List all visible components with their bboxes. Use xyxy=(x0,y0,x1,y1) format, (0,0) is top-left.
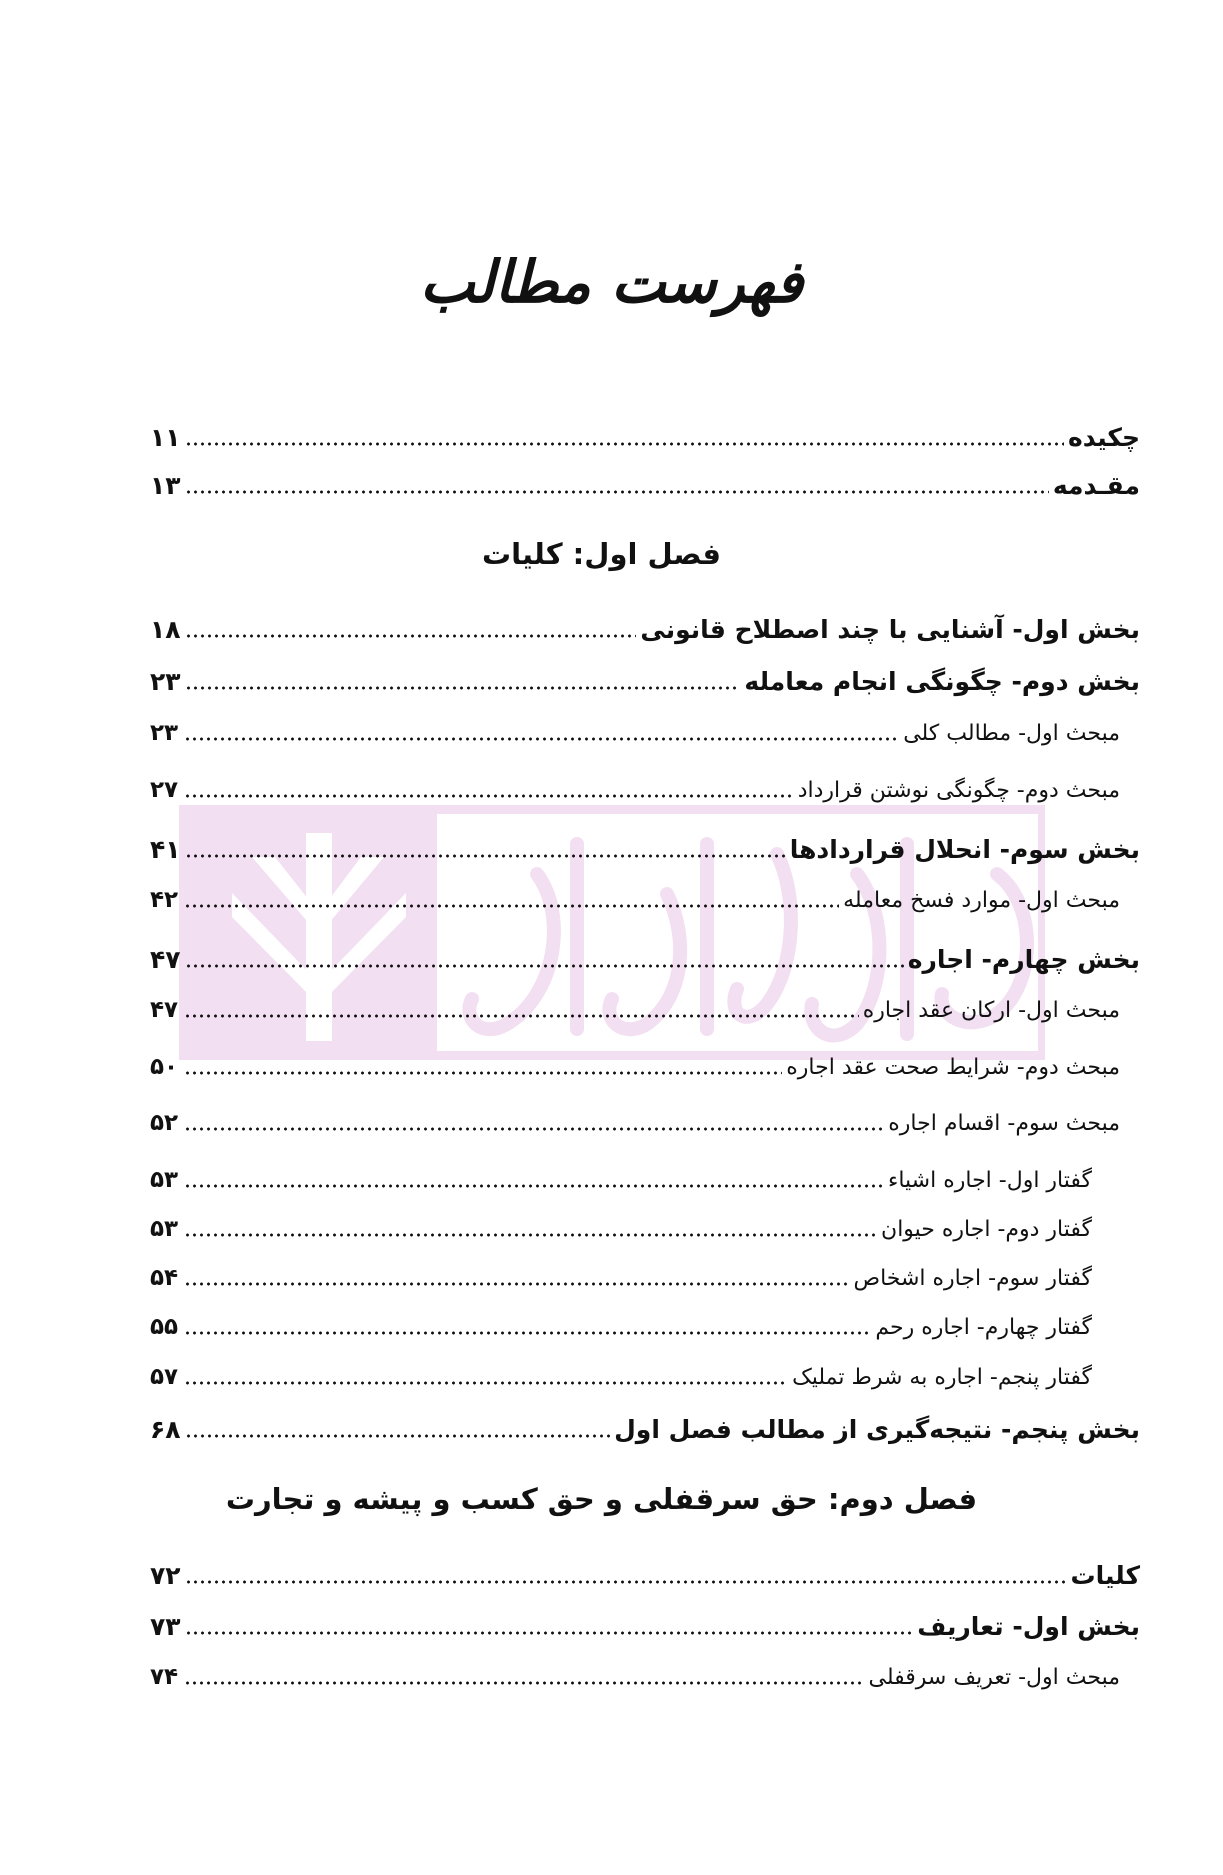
toc-entry-page: ۵۴ xyxy=(150,1265,179,1291)
toc-entry[interactable] xyxy=(150,1651,1118,1691)
toc-entry[interactable] xyxy=(150,1601,1140,1641)
toc-entry[interactable] xyxy=(150,1203,1090,1243)
toc-entry-label: بخش دوم- چگونگی انجام معامله xyxy=(744,667,1140,696)
toc-entry-page: ۱۸ xyxy=(150,615,181,644)
dot-leader xyxy=(184,1301,871,1341)
toc-entry[interactable] xyxy=(150,824,1140,864)
toc-entry-label: گفتار پنجم- اجاره به شرط تملیک xyxy=(792,1365,1092,1390)
chapter-2-heading: فصل دوم: حق سرقفلی و حق کسب و پیشه و تجارت xyxy=(225,1482,978,1516)
toc-entry-label: بخش چهارم- اجاره xyxy=(907,945,1140,974)
toc-entry[interactable] xyxy=(150,1550,1140,1590)
toc-entry-label: مبحث اول- موارد فسخ معامله xyxy=(843,888,1120,913)
dot-leader xyxy=(185,656,741,696)
toc-entry-label: مبحث سوم- اقسام اجاره xyxy=(888,1111,1120,1136)
dot-leader xyxy=(185,824,786,864)
toc-entry-label: مبحث دوم- شرایط صحت عقد اجاره xyxy=(786,1055,1120,1080)
dot-leader xyxy=(185,460,1049,500)
toc-entry-page: ۴۲ xyxy=(150,887,179,913)
toc-entry-page: ۵۷ xyxy=(150,1364,179,1390)
toc-entry-page: ۴۷ xyxy=(150,997,179,1023)
toc-entry-label: گفتار چهارم- اجاره رحم xyxy=(875,1315,1092,1340)
toc-entry-abstract[interactable] xyxy=(150,412,1140,452)
chapter-1-heading: فصل اول: کلیات xyxy=(482,537,721,571)
dot-leader xyxy=(185,604,637,644)
dot-leader xyxy=(185,412,1065,452)
toc-entry[interactable] xyxy=(150,707,1118,747)
toc-entry-page: ۲۳ xyxy=(150,667,181,696)
toc-entry-page: ۱۱ xyxy=(150,423,181,452)
toc-entry-page: ۲۳ xyxy=(150,720,179,746)
toc-entry-page: ۴۱ xyxy=(150,835,181,864)
toc-entry-page: ۷۲ xyxy=(150,1561,181,1590)
dot-leader xyxy=(184,1252,849,1292)
toc-entry-label: بخش سوم- انحلال قراردادها xyxy=(789,835,1140,864)
dot-leader xyxy=(185,1601,914,1641)
dot-leader xyxy=(184,707,899,747)
dot-leader xyxy=(184,1203,877,1243)
toc-entry-page: ۲۷ xyxy=(150,777,179,803)
toc-entry-label: گفتار سوم- اجاره اشخاص xyxy=(853,1266,1092,1291)
dot-leader xyxy=(184,1351,788,1391)
toc-entry[interactable] xyxy=(150,1154,1090,1194)
dot-leader xyxy=(185,934,904,974)
toc-entry-label: بخش اول- آشنایی با چند اصطلاح قانونی xyxy=(640,615,1140,644)
dot-leader xyxy=(184,1041,782,1081)
toc-entry-page: ۵۳ xyxy=(150,1167,179,1193)
toc-entry-introduction[interactable] xyxy=(150,460,1140,500)
dot-leader xyxy=(184,984,859,1024)
toc-entry-page: ۷۳ xyxy=(150,1612,181,1641)
toc-entry-page: ۵۵ xyxy=(150,1314,179,1340)
toc-entry[interactable] xyxy=(150,874,1118,914)
dot-leader xyxy=(184,764,794,804)
toc-entry[interactable] xyxy=(150,604,1140,644)
toc-entry[interactable] xyxy=(150,764,1118,804)
toc-entry[interactable] xyxy=(150,1404,1140,1444)
toc-entry-page: ۷۴ xyxy=(150,1664,179,1690)
dot-leader xyxy=(184,874,839,914)
toc-entry[interactable] xyxy=(150,656,1140,696)
toc-entry-page: ۱۳ xyxy=(150,471,181,500)
toc-entry-page: ۶۸ xyxy=(150,1415,181,1444)
toc-entry-page: ۵۳ xyxy=(150,1216,179,1242)
toc-entry-label: بخش اول- تعاریف xyxy=(917,1612,1140,1641)
toc-entry-label: گفتار اول- اجاره اشیاء xyxy=(887,1168,1092,1193)
toc-entry-label: چکیده xyxy=(1068,423,1140,452)
toc-entry[interactable] xyxy=(150,1351,1090,1391)
toc-entry-label: گفتار دوم- اجاره حیوان xyxy=(881,1217,1092,1242)
toc-entry-page: ۵۰ xyxy=(150,1054,179,1080)
toc-entry-page: ۵۲ xyxy=(150,1110,179,1136)
dot-leader xyxy=(184,1154,884,1194)
toc-entry-label: مبحث اول- ارکان عقد اجاره xyxy=(862,998,1120,1023)
toc-entry-label: مقـدمه xyxy=(1052,471,1140,500)
dot-leader xyxy=(184,1651,865,1691)
toc-entry-label: مبحث اول- مطالب کلی xyxy=(903,721,1120,746)
dot-leader xyxy=(185,1550,1067,1590)
toc-entry[interactable] xyxy=(150,1301,1090,1341)
toc-entry-label: بخش پنجم- نتیجه‌گیری از مطالب فصل اول xyxy=(614,1415,1140,1444)
toc-entry-label: کلیات xyxy=(1070,1561,1140,1590)
toc-entry-label: مبحث دوم- چگونگی نوشتن قرارداد xyxy=(797,778,1120,803)
dot-leader xyxy=(184,1097,884,1137)
toc-entry[interactable] xyxy=(150,934,1140,974)
toc-entry-page: ۴۷ xyxy=(150,945,181,974)
toc-entry[interactable] xyxy=(150,1041,1118,1081)
toc-entry[interactable] xyxy=(150,1252,1090,1292)
toc-entry-label: مبحث اول- تعریف سرقفلی xyxy=(868,1665,1120,1690)
dot-leader xyxy=(185,1404,611,1444)
toc-entry[interactable] xyxy=(150,984,1118,1024)
toc-entry[interactable] xyxy=(150,1097,1118,1137)
page-title: فهرست مطالب xyxy=(419,248,804,316)
